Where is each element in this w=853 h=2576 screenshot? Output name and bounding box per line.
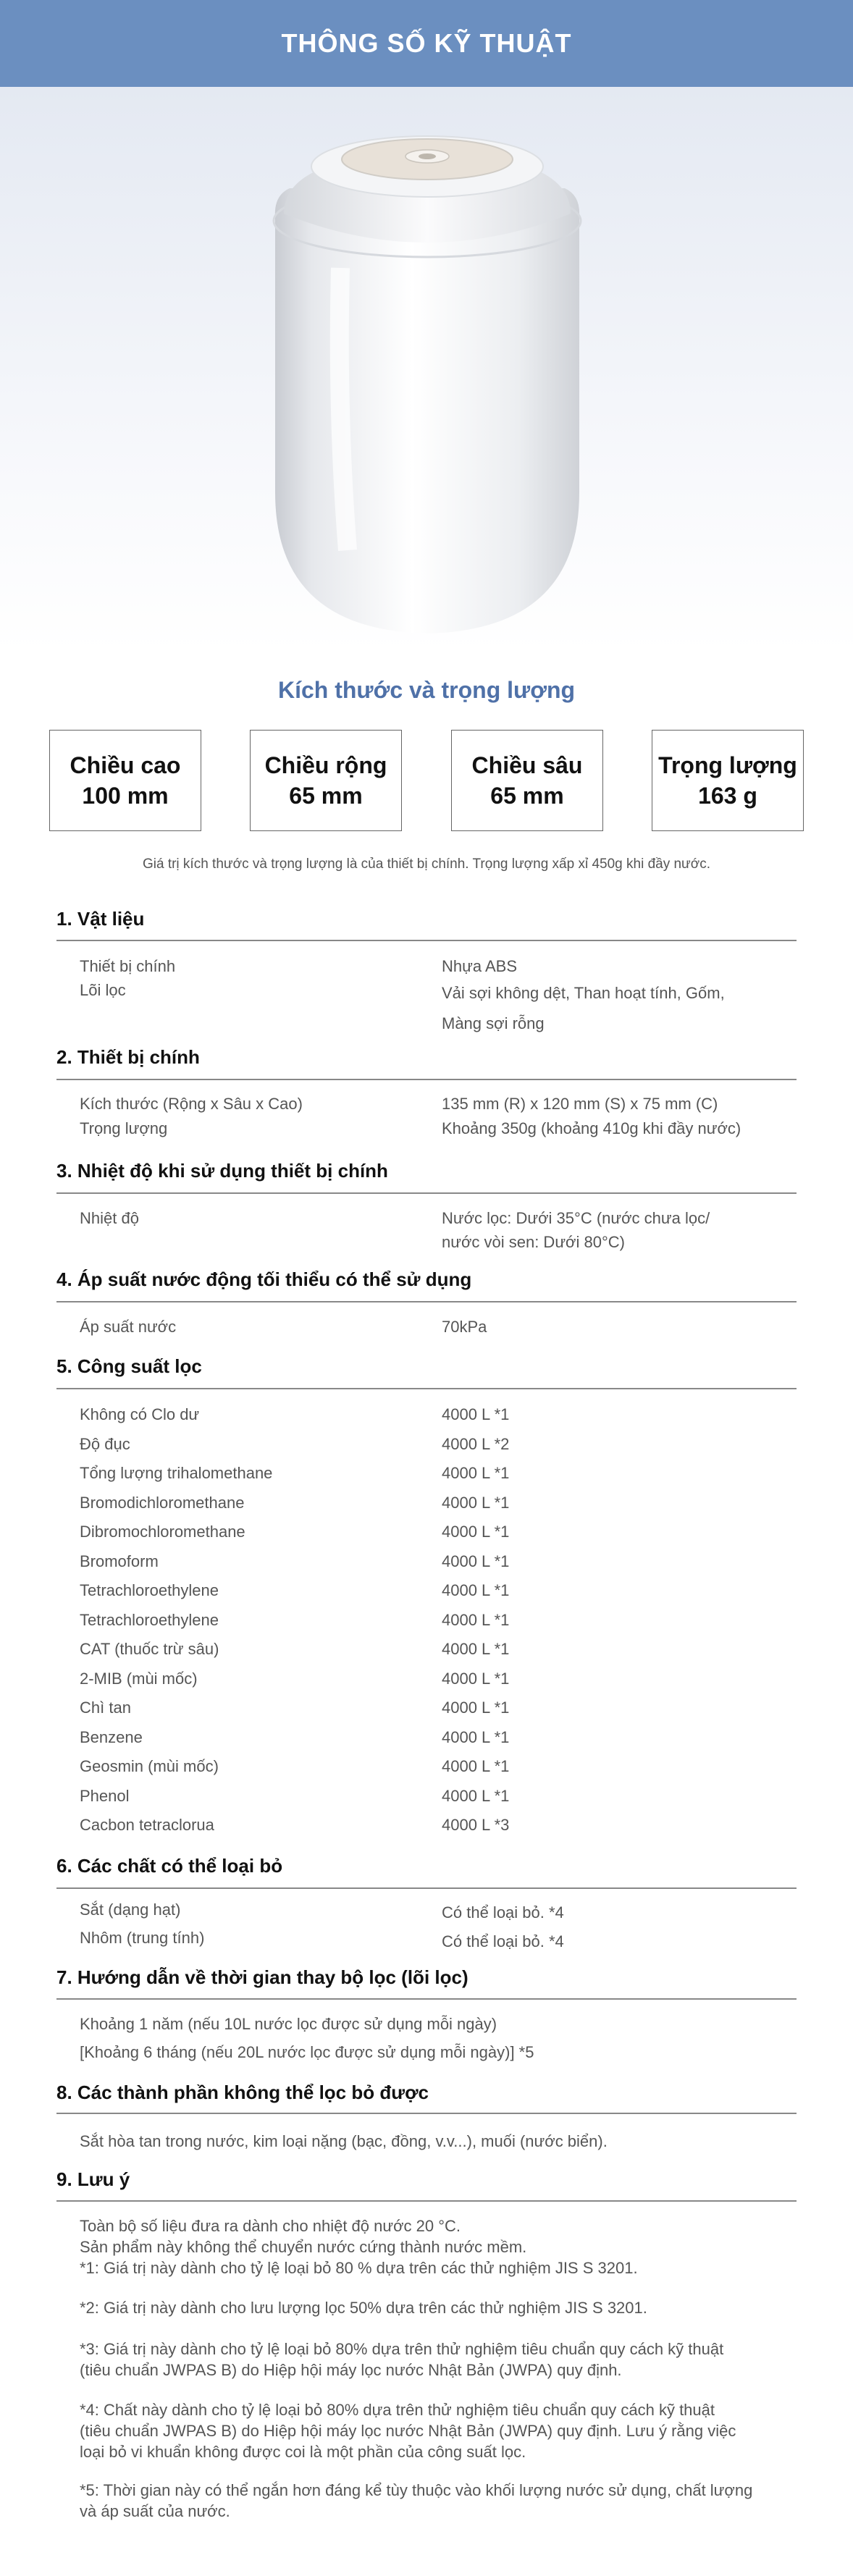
capacity-value: 4000 L *1 [442,1787,510,1805]
section-title-replacement: 7. Hướng dẫn về thời gian thay bộ lọc (lõi lọc) [56,1966,468,1988]
spec-value: 70kPa [442,1318,487,1336]
section-divider [56,1079,797,1080]
note-5 [80,2480,797,2522]
spec-value: Có thể loại bỏ. *4 [442,1932,564,1950]
spec-label: Lõi lọc [80,981,126,999]
dim-box-width [250,730,402,831]
spec-label: Sắt (dạng hạt) [80,1901,181,1919]
section-title-notes: 9. Lưu ý [56,2168,130,2190]
capacity-value: 4000 L *1 [442,1464,510,1482]
capacity-label: Dibromochloromethane [80,1523,245,1541]
capacity-label: Bromodichloromethane [80,1494,245,1512]
note-line: Toàn bộ số liệu đưa ra dành cho nhiệt độ nước 20 °C. [80,2217,461,2235]
dim-label: Chiều cao [70,752,181,778]
non-filterable-text: Sắt hòa tan trong nước, kim loại nặng (bạc, đồng, v.v...), muối (nước biển). [80,2132,608,2150]
spec-value: Vải sợi không dệt, Than hoạt tính, Gốm, [442,984,725,1002]
spec-value: Màng sợi rỗng [442,1014,545,1032]
section-title-capacity: 5. Công suất lọc [56,1355,202,1377]
dim-value: 163 g [698,783,757,809]
dim-value: 65 mm [289,783,363,809]
note-line: *1: Giá trị này dành cho tỷ lệ loại bỏ 80 % dựa trên các thử nghiệm JIS S 3201. [80,2259,638,2277]
capacity-value: 4000 L *1 [442,1405,510,1423]
capacity-label: Độ đục [80,1435,130,1453]
note-line: *4: Chất này dành cho tỷ lệ loại bỏ 80% dựa trên thử nghiệm tiêu chuẩn quy cách kỹ thuật [80,2401,715,2419]
spec-label: Nhiệt độ [80,1209,139,1227]
section-title-pressure: 4. Áp suất nước động tối thiểu có thể sử dụng [56,1268,472,1290]
capacity-value: 4000 L *1 [442,1670,510,1688]
capacity-label: Geosmin (mùi mốc) [80,1757,219,1775]
replacement-line: Khoảng 1 năm (nếu 10L nước lọc được sử dụng mỗi ngày) [80,2015,497,2033]
capacity-label: Không có Clo dư [80,1405,200,1423]
note-line: loại bỏ vi khuẩn không được coi là một phần của công suất lọc. [80,2443,526,2461]
page-header [0,0,853,87]
spec-value: Nhựa ABS [442,957,518,975]
replacement-line: [Khoảng 6 tháng (nếu 20L nước lọc được sử dụng mỗi ngày)] *5 [80,2043,534,2061]
capacity-value: 4000 L *1 [442,1581,510,1599]
section-title-removable: 6. Các chất có thể loại bỏ [56,1855,283,1877]
note-line: *5: Thời gian này có thể ngắn hơn đáng kể tùy thuộc vào khối lượng nước sử dụng, chất lượng [80,2481,753,2499]
capacity-label: Chì tan [80,1699,131,1717]
note-line: Sản phẩm này không thể chuyển nước cứng thành nước mềm. [80,2238,527,2256]
note-line: *3: Giá trị này dành cho tỷ lệ loại bỏ 80% dựa trên thử nghiệm tiêu chuẩn quy cách kỹ thuật [80,2340,724,2358]
capacity-label: Tetrachloroethylene [80,1581,219,1599]
spec-label: Kích thước (Rộng x Sâu x Cao) [80,1095,303,1113]
capacity-label: Cacbon tetraclorua [80,1816,214,1834]
dimensions-title: Kích thước và trọng lượng [277,677,576,703]
capacity-value: 4000 L *1 [442,1640,510,1658]
section-divider [56,1887,797,1889]
note-line: và áp suất của nước. [80,2502,230,2520]
capacity-label: 2-MIB (mùi mốc) [80,1670,198,1688]
section-title-non-filterable: 8. Các thành phần không thể lọc bỏ được [56,2082,429,2103]
note-line: (tiêu chuẩn JWPAS B) do Hiệp hội máy lọc nước Nhật Bản (JWPA) quy định. Lưu ý rằng việc [80,2422,736,2440]
dim-box-height [49,730,201,831]
spec-value: Có thể loại bỏ. *4 [442,1903,564,1922]
capacity-label: Tổng lượng trihalomethane [80,1464,273,1482]
capacity-value: 4000 L *1 [442,1757,510,1775]
capacity-value: 4000 L *1 [442,1494,510,1512]
section-divider [56,1192,797,1194]
capacity-label: Tetrachloroethylene [80,1611,219,1629]
note-line: *2: Giá trị này dành cho lưu lượng lọc 50% dựa trên các thử nghiệm JIS S 3201. [80,2299,647,2317]
capacity-value: 4000 L *3 [442,1816,510,1834]
capacity-value: 4000 L *1 [442,1523,510,1541]
capacity-label: Bromoform [80,1552,159,1570]
section-divider [56,1998,797,2000]
spec-label: Áp suất nước [80,1318,177,1336]
capacity-label: Phenol [80,1787,130,1805]
capacity-label: CAT (thuốc trừ sâu) [80,1640,219,1658]
dim-value: 100 mm [82,783,169,809]
capacity-value: 4000 L *1 [442,1552,510,1570]
spec-label: Nhôm (trung tính) [80,1929,205,1947]
spec-value: Nước lọc: Dưới 35°C (nước chưa lọc/ [442,1209,710,1227]
capacity-value: 4000 L *1 [442,1728,510,1746]
section-divider [56,2113,797,2114]
dim-label: Chiều sâu [471,752,583,778]
filter-cartridge-image [0,87,853,652]
dim-box-weight [652,730,804,831]
dimensions-note: Giá trị kích thước và trọng lượng là của thiết bị chính. Trọng lượng xấp xỉ 450g khi đầy nước. [142,856,711,872]
section-title-materials: 1. Vật liệu [56,908,145,930]
note-line: (tiêu chuẩn JWPAS B) do Hiệp hội máy lọc nước Nhật Bản (JWPA) quy định. [80,2361,622,2379]
section-title-temperature: 3. Nhiệt độ khi sử dụng thiết bị chính [56,1160,388,1182]
section-divider [56,1301,797,1302]
spec-value: 135 mm (R) x 120 mm (S) x 75 mm (C) [442,1095,718,1113]
section-title-main-unit: 2. Thiết bị chính [56,1046,200,1068]
spec-value: nước vòi sen: Dưới 80°C) [442,1233,625,1251]
spec-label: Thiết bị chính [80,957,176,975]
dim-label: Trọng lượng [658,752,797,778]
capacity-value: 4000 L *1 [442,1611,510,1629]
section-divider [56,1388,797,1389]
note-4 [80,2399,797,2462]
note-2 [80,2297,797,2318]
dim-box-depth [451,730,603,831]
dimensions-boxes [49,730,804,831]
capacity-label: Benzene [80,1728,143,1746]
page-title: THÔNG SỐ KỸ THUẬT [281,28,572,58]
product-hero [0,87,853,652]
dim-label: Chiều rộng [264,752,387,778]
spec-label: Trọng lượng [80,1119,168,1137]
capacity-value: 4000 L *1 [442,1699,510,1717]
dim-value: 65 mm [490,783,564,809]
spec-value: Khoảng 350g (khoảng 410g khi đầy nước) [442,1119,741,1137]
capacity-value: 4000 L *2 [442,1435,510,1453]
note-general [80,2215,797,2278]
section-divider [56,940,797,941]
section-divider [56,2200,797,2202]
note-3 [80,2339,797,2381]
